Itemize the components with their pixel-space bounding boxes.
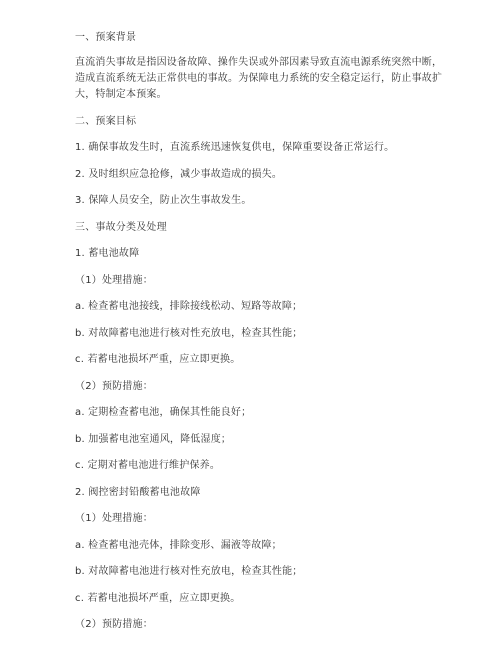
section3-heading: 三、事故分类及处理 (75, 222, 167, 233)
item1-prevent-c: c. 定期对蓄电池进行维护保养。 (75, 460, 221, 471)
item2-handle-b: b. 对故障蓄电池进行核对性充放电，检查其性能； (75, 566, 303, 577)
section2-heading: 二、预案目标 (75, 116, 137, 127)
section1-paragraph-line-3: 大，特制定本预案。 (75, 89, 167, 100)
item2-title: 2. 阀控密封铅酸蓄电池故障 (75, 487, 201, 498)
section1-paragraph-line-2: 造成直流系统无法正常供电的事故。为保障电力系统的安全稳定运行，防止事故扩 (75, 73, 443, 84)
section1-heading: 一、预案背景 (75, 32, 137, 43)
item2-handle-label: （1）处理措施： (75, 513, 153, 524)
item1-handle-a: a. 检查蓄电池接线，排除接线松动、短路等故障； (75, 301, 303, 312)
section1-paragraph-line-1: 直流消失事故是指因设备故障、操作失误或外部因素导致直流电源系统突然中断， (75, 57, 443, 68)
goal-item-2: 2. 及时组织应急抢修，减少事故造成的损失。 (75, 169, 283, 180)
item1-prevent-a: a. 定期检查蓄电池，确保其性能良好； (75, 407, 252, 418)
item1-handle-b: b. 对故障蓄电池进行核对性充放电，检查其性能； (75, 328, 303, 339)
item2-handle-a: a. 检查蓄电池壳体，排除变形、漏液等故障； (75, 540, 282, 551)
item1-title: 1. 蓄电池故障 (75, 248, 140, 259)
goal-item-1: 1. 确保事故发生时，直流系统迅速恢复供电，保障重要设备正常运行。 (75, 142, 395, 153)
item2-prevent-label: （2）预防措施： (75, 619, 153, 630)
item2-handle-c: c. 若蓄电池损坏严重，应立即更换。 (75, 593, 241, 604)
item1-prevent-b: b. 加强蓄电池室通风，降低湿度； (75, 434, 232, 445)
goal-item-3: 3. 保障人员安全，防止次生事故发生。 (75, 195, 252, 206)
item1-prevent-label: （2）预防措施： (75, 381, 153, 392)
item1-handle-label: （1）处理措施： (75, 275, 153, 286)
item1-handle-c: c. 若蓄电池损坏严重，应立即更换。 (75, 354, 241, 365)
